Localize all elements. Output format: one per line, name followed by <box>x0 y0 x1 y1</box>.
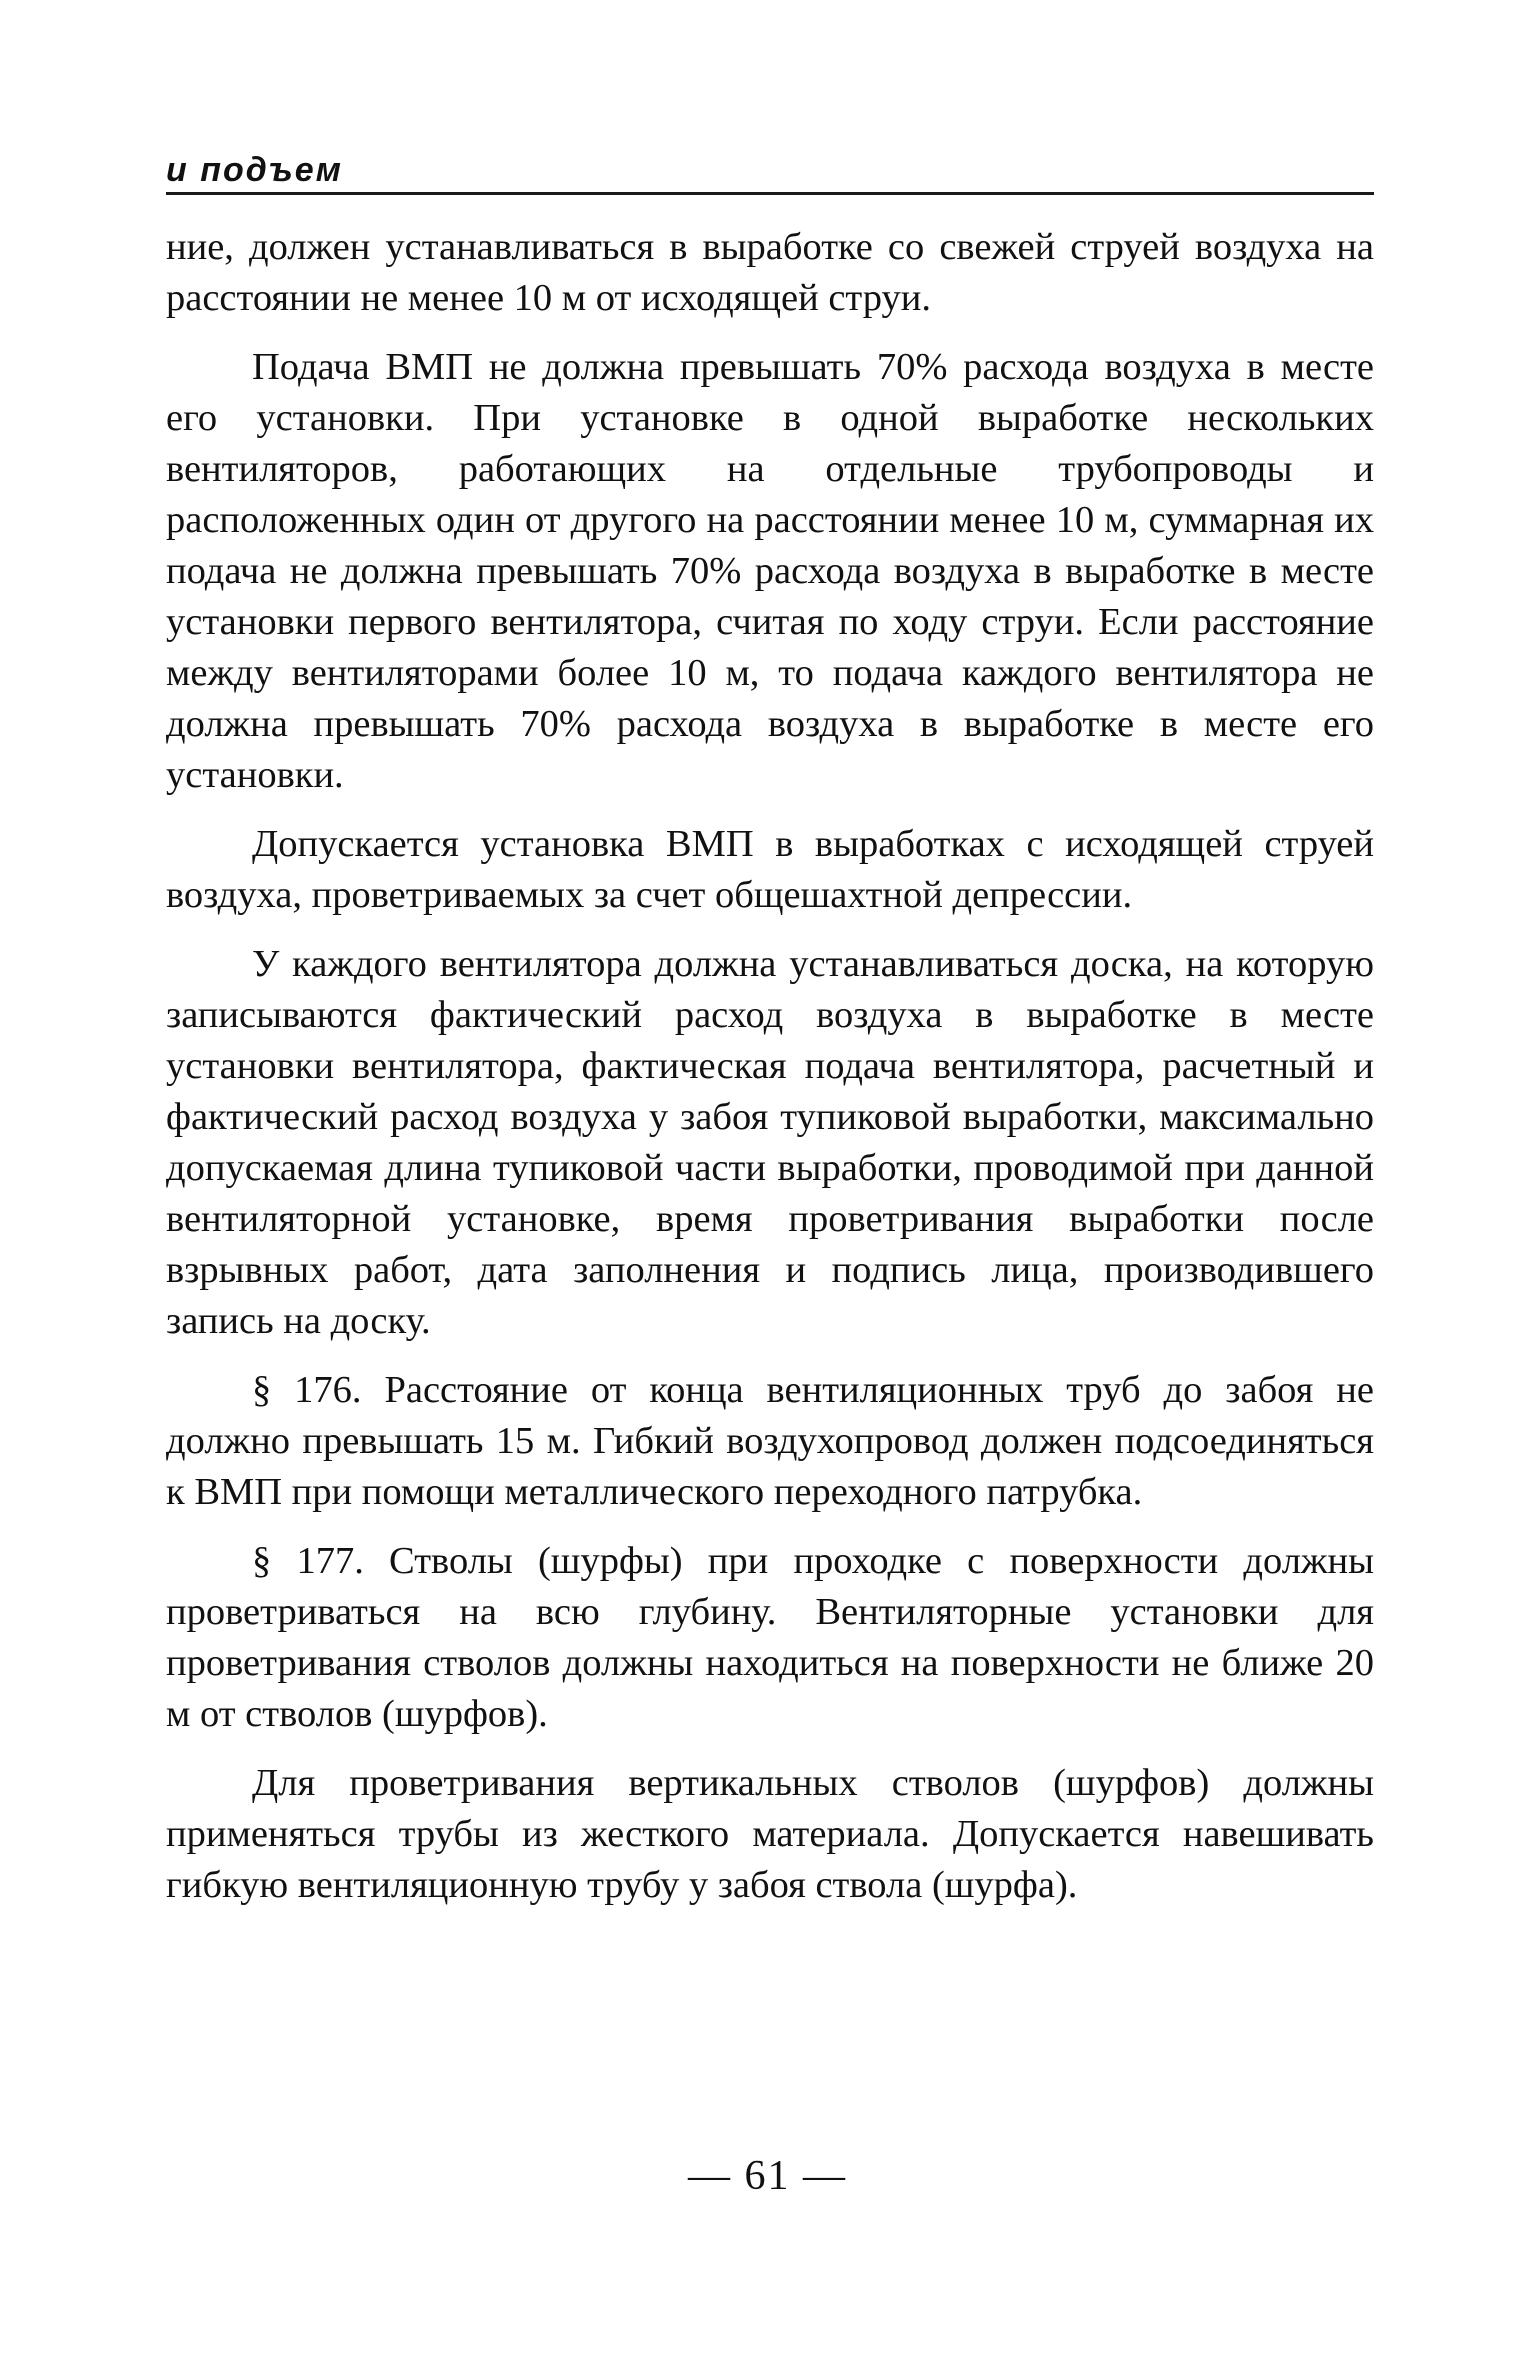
paragraph-shaft-pipes: Для проветривания вертикальных стволов (шурфов) должны применяться трубы из жесткого материала. Допускается навешивать гибкую вентиляционную трубу у забоя ствола (шурфа). <box>166 1762 1374 1906</box>
paragraph-continuation: ние, должен устанавливаться в выработке со свежей струей воздуха на расстоянии не менее 10 м от исходящей струи. <box>166 226 1374 319</box>
running-header <box>166 150 1374 195</box>
page-body <box>166 222 1374 1929</box>
page-number: — 61 — <box>688 2153 847 2199</box>
paragraph-section-176: § 176. Расстояние от конца вентиляционных труб до забоя не должно превышать 15 м. Гибкий воздухопровод должен подсоединяться к ВМП при помощи металлического переходного патрубка. <box>166 1369 1374 1513</box>
header-title: и подъем <box>166 151 343 189</box>
paragraph-section-177: § 177. Стволы (шурфы) при проходке с поверхности должны проветриваться на всю глубину. Вентиляторные установки для проветривания стволов должны находиться на поверхности не ближе 20 м от стволов (шурфов). <box>166 1540 1374 1735</box>
paragraph-fan-board: У каждого вентилятора должна устанавливаться доска, на которую записываются фактический расход воздуха в выработке в месте установки вентилятора, фактическая подача вентилятора, расчетный и фактический расход воздуха у забоя тупиковой выработки, максимально допускаемая длина тупиковой части выработки, проводимой при данной вентиляторной установке, время проветривания выработки после взрывных работ, дата заполнения и подпись лица, производившего запись на доску. <box>166 943 1374 1342</box>
paragraph-vmp-supply: Подача ВМП не должна превышать 70% расхода воздуха в месте его установки. При установке в одной выработке нескольких вентиляторов, работающих на отдельные трубопроводы и расположенных один от другого на расстоянии менее 10 м, суммарная их подача не должна превышать 70% расхода воздуха в выработке в месте установки первого вентилятора, считая по ходу струи. Если расстояние между вентиляторами более 10 м, то подача каждого вентилятора не должна превышать 70% расхода воздуха в выработке в месте его установки. <box>166 346 1374 796</box>
paragraph-vmp-exhaust: Допускается установка ВМП в выработках с исходящей струей воздуха, проветриваемых за счет общешахтной депрессии. <box>166 823 1374 916</box>
